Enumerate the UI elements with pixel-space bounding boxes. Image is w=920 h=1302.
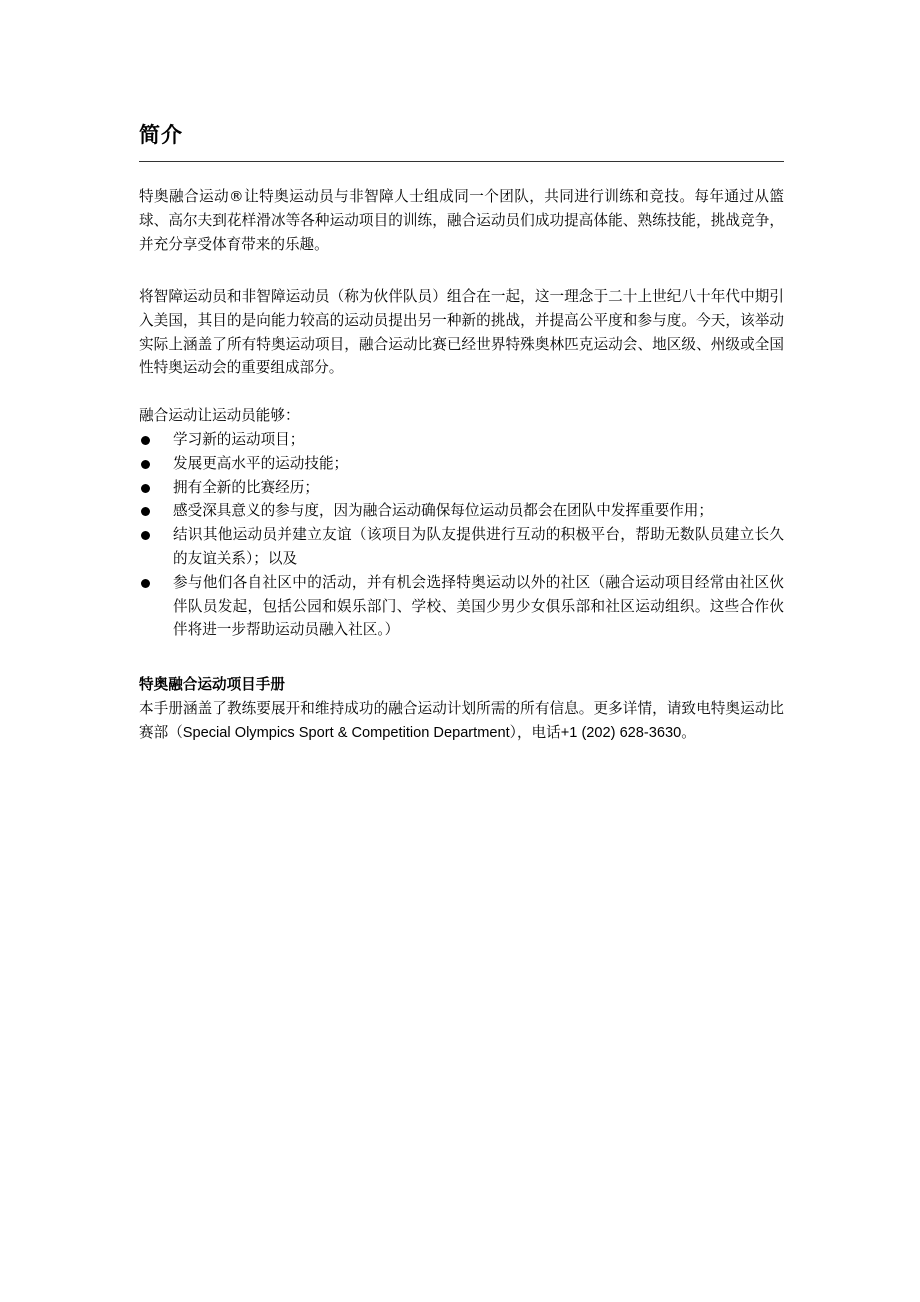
benefits-list [139,428,784,642]
phone-number: +1 (202) 628-3630 [560,724,682,741]
bullet-icon [141,507,150,516]
list-item [139,499,784,523]
list-item-text: 感受深具意义的参与度，因为融合运动确保每位运动员都会在团队中发挥重要作用； [173,502,713,520]
bullet-icon [141,436,150,445]
intro-paragraph-2: 将智障运动员和非智障运动员（称为伙伴队员）组合在一起，这一理念于二十上世纪八十年代中期引入美国，其目的是向能力较高的运动员提出另一种新的挑战，并提高公平度和参与度。今天，该举动实际上涵盖了所有特奥运动项目，融合运动比赛已经世界特殊奥林匹克运动会、地区级、州级或全国性特奥运动会的重要组成部分。 [139,288,784,377]
manual-text-suffix: 。 [681,723,696,741]
list-item [139,523,784,571]
list-item-text: 学习新的运动项目； [173,431,305,448]
list-item [139,428,784,452]
manual-heading: 特奥融合运动项目手册 [139,676,285,693]
department-name: Special Olympics Sport & Competition Department [182,724,510,741]
list-item-text: 发展更高水平的运动技能； [173,454,349,472]
list-item-text: 结识其他运动员并建立友谊（该项目为队友提供进行互动的积极平台，帮助无数队员建立长久的友谊关系）；以及 [173,526,784,567]
bullet-icon [141,531,150,540]
list-intro: 融合运动让运动员能够： [139,407,300,424]
list-item [139,476,784,500]
bullet-icon [141,460,150,469]
intro-paragraph-1: 特奥融合运动®让特奥运动员与非智障人士组成同一个团队，共同进行训练和竞技。每年通过从篮球、高尔夫到花样滑冰等各种运动项目的训练，融合运动员们成功提高体能、熟练技能，挑战竞争，并充分享受体育带来的乐趣。 [139,188,784,253]
page-title: 简介 [139,123,183,147]
manual-text-prefix: 本手册涵盖了教练要展开和维持成功的融合运动计划所需的所有信息。更多详情，请致电特奥运动比赛部（ [139,700,784,741]
list-item [139,452,784,476]
title-divider [139,161,784,162]
list-item [139,571,784,642]
bullet-icon [141,579,150,588]
list-item-text: 参与他们各自社区中的活动，并有机会选择特奥运动以外的社区（融合运动项目经常由社区伙伴队员发起，包括公园和娱乐部门、学校、美国少男少女俱乐部和社区运动组织。这些合作伙伴将进一步帮助运动员融入社区。） [173,573,784,639]
manual-description [139,697,784,746]
bullet-icon [141,484,150,493]
phone-label: ），电话 [509,723,561,741]
list-item-text: 拥有全新的比赛经历； [173,478,319,496]
